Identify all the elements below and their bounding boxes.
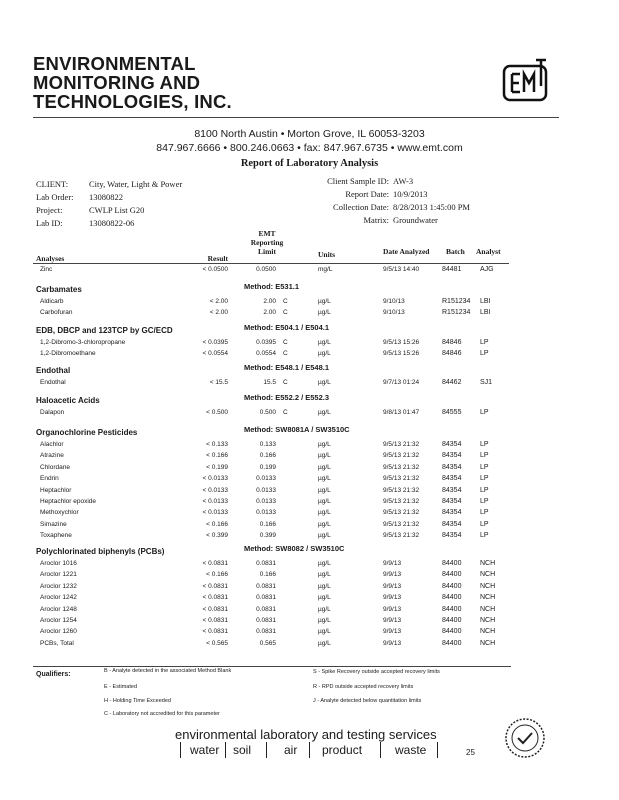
date-cell: 9/5/13 14:40 xyxy=(383,266,420,273)
batch-cell: 84354 xyxy=(442,532,462,540)
date-cell: 9/5/13 21:32 xyxy=(383,532,420,540)
analyte-name: Aroclor 1248 xyxy=(40,605,77,613)
accreditation-seal-icon xyxy=(503,716,547,760)
analyte-name: PCBs, Total xyxy=(40,639,74,647)
qualifiers-label: Qualifiers: xyxy=(36,671,71,678)
limit-cell: 0.0133 xyxy=(256,498,276,505)
analyst-cell: LBI xyxy=(480,298,491,305)
section-method: Method: SW8081A / SW3510C xyxy=(244,425,350,434)
col-date-analyzed: Date Analyzed xyxy=(383,247,430,256)
company-name-line-3: TECHNOLOGIES, INC. xyxy=(33,91,232,112)
result-cell: < 0.166 xyxy=(206,520,228,528)
result-cell: < 0.0831 xyxy=(202,617,228,624)
date-cell: 9/5/13 21:32 xyxy=(383,509,420,517)
section-method: Method: E548.1 / E548.1 xyxy=(244,363,330,372)
units-cell: µg/L xyxy=(318,463,331,471)
date-cell: 9/10/13 xyxy=(383,309,405,317)
section-method: Method: E504.1 / E504.1 xyxy=(244,323,330,332)
batch-cell: 84354 xyxy=(442,452,462,460)
units-cell: µg/L xyxy=(318,520,331,528)
analyte-name: Simazine xyxy=(40,520,67,528)
batch-cell: 84400 xyxy=(442,571,462,579)
date-cell: 9/7/13 01:24 xyxy=(383,379,420,386)
date-cell: 9/5/13 15:26 xyxy=(383,339,420,346)
units-cell: µg/L xyxy=(318,309,331,317)
units-cell: mg/L xyxy=(318,266,333,273)
result-cell: < 0.0500 xyxy=(202,266,228,273)
batch-cell: 84354 xyxy=(442,520,462,528)
section-method: Method: SW8082 / SW3510C xyxy=(244,544,345,553)
qualifiers-rule xyxy=(33,666,511,667)
batch-cell: R151234 xyxy=(442,298,471,305)
qualifier-cell: C xyxy=(283,409,288,416)
qualifier-item: J - Analyte detected below quantitation limits xyxy=(313,698,422,704)
result-cell: < 0.0133 xyxy=(202,486,228,494)
analyte-name: Zinc xyxy=(40,266,53,273)
limit-cell: 0.0831 xyxy=(256,560,276,567)
units-cell: µg/L xyxy=(318,379,331,386)
limit-cell: 0.0133 xyxy=(256,509,276,517)
date-cell: 9/5/13 21:32 xyxy=(383,486,420,494)
batch-cell: 84400 xyxy=(442,560,462,567)
analyst-cell: NCH xyxy=(480,605,496,613)
analyte-name: Aroclor 1221 xyxy=(40,571,77,579)
date-cell: 9/5/13 21:32 xyxy=(383,452,420,460)
result-cell: < 0.0554 xyxy=(202,350,228,358)
batch-cell: 84481 xyxy=(442,266,462,273)
result-cell: < 0.0831 xyxy=(202,582,228,590)
limit-cell: 0.0133 xyxy=(256,486,276,494)
section-method: Method: E552.2 / E552.3 xyxy=(244,393,330,402)
qualifier-cell: C xyxy=(283,298,288,305)
batch-cell: 84354 xyxy=(442,486,462,494)
analyte-name: Toxaphene xyxy=(40,532,72,540)
limit-cell: 2.00 xyxy=(263,309,276,317)
date-cell: 9/5/13 15:26 xyxy=(383,350,420,358)
qualifier-item: B - Analyte detected in the associated Method Blank xyxy=(104,668,232,674)
units-cell: µg/L xyxy=(318,441,331,448)
section-method: Method: E531.1 xyxy=(244,282,300,291)
result-cell: < 0.0831 xyxy=(202,594,228,602)
batch-cell: 84400 xyxy=(442,594,462,602)
limit-cell: 0.166 xyxy=(259,452,276,460)
analyte-name: Heptachlor epoxide xyxy=(40,498,97,505)
limit-cell: 0.500 xyxy=(259,409,276,416)
section-title: Endothal xyxy=(36,366,71,375)
qualifier-item: C - Laboratory not accredited for this parameter xyxy=(104,711,220,717)
batch-cell: 84462 xyxy=(442,379,462,386)
client-sample-id-value: AW-3 xyxy=(393,176,414,186)
analyst-cell: LP xyxy=(480,452,489,460)
batch-cell: 84354 xyxy=(442,441,462,448)
units-cell: µg/L xyxy=(318,628,331,636)
date-cell: 9/9/13 xyxy=(383,605,402,613)
analyst-cell: NCH xyxy=(480,628,496,636)
batch-cell: 84354 xyxy=(442,509,462,517)
analyst-cell: LP xyxy=(480,532,489,540)
analyst-cell: LP xyxy=(480,498,489,505)
footer-service-waste: waste xyxy=(395,743,427,757)
emt-logo-icon xyxy=(500,56,550,106)
result-cell: < 0.0831 xyxy=(202,560,228,567)
units-cell: µg/L xyxy=(318,509,331,517)
analyst-cell: LP xyxy=(480,486,489,494)
result-cell: < 0.133 xyxy=(206,441,228,448)
batch-cell: 84400 xyxy=(442,617,462,624)
date-cell: 9/9/13 xyxy=(383,594,402,602)
analyst-cell: AJG xyxy=(480,266,494,273)
qualifier-cell: C xyxy=(283,379,288,386)
result-cell: < 0.0831 xyxy=(202,605,228,613)
address-line: 8100 North Austin • Morton Grove, IL 60053-3203 xyxy=(194,128,425,140)
units-cell: µg/L xyxy=(318,498,331,505)
analyst-cell: LP xyxy=(480,409,489,416)
phone-line: 847.967.6666 • 800.246.0663 • fax: 847.967.6735 • www.emt.com xyxy=(156,142,463,154)
result-cell: < 0.0133 xyxy=(202,509,228,517)
section-title: Organochlorine Pesticides xyxy=(36,428,138,437)
page-number: 25 xyxy=(466,748,475,757)
section-title: Haloacetic Acids xyxy=(36,396,100,405)
analyte-name: Aroclor 1254 xyxy=(40,617,77,624)
date-cell: 9/9/13 xyxy=(383,639,402,647)
date-cell: 9/10/13 xyxy=(383,298,405,305)
date-cell: 9/9/13 xyxy=(383,582,402,590)
company-name xyxy=(33,54,232,111)
units-cell: µg/L xyxy=(318,594,331,602)
date-cell: 9/5/13 21:32 xyxy=(383,498,420,505)
analyte-name: Aroclor 1232 xyxy=(40,582,77,590)
col-analyst: Analyst xyxy=(476,247,501,256)
batch-cell: 84555 xyxy=(442,409,462,416)
units-cell: µg/L xyxy=(318,560,331,567)
analyst-cell: LP xyxy=(480,441,489,448)
footer-divider xyxy=(437,742,438,758)
analyst-cell: NCH xyxy=(480,571,496,579)
date-cell: 9/5/13 21:32 xyxy=(383,441,420,448)
col-analyses: Analyses xyxy=(36,254,65,263)
analyte-name: Endrin xyxy=(40,475,59,483)
header-divider xyxy=(33,117,559,118)
qualifier-cell: C xyxy=(283,350,288,358)
limit-cell: 0.0554 xyxy=(256,350,276,358)
analyst-cell: NCH xyxy=(480,639,496,647)
date-cell: 9/5/13 21:32 xyxy=(383,475,420,483)
company-name-line-2: MONITORING AND xyxy=(33,72,201,93)
limit-cell: 0.199 xyxy=(259,463,276,471)
col-batch: Batch xyxy=(446,247,465,256)
qualifier-cell: C xyxy=(283,309,288,317)
footer-divider xyxy=(225,742,226,758)
limit-cell: 0.0831 xyxy=(256,605,276,613)
analyte-name: Chlordane xyxy=(40,463,70,471)
footer-service-soil: soil xyxy=(233,743,252,757)
analyst-cell: LP xyxy=(480,509,489,517)
date-cell: 9/9/13 xyxy=(383,617,402,624)
footer-service-product: product xyxy=(322,743,363,757)
company-name-line-1: ENVIRONMENTAL xyxy=(33,53,196,74)
limit-cell: 0.0831 xyxy=(256,594,276,602)
section-title: Carbamates xyxy=(36,285,82,294)
limit-cell: 0.166 xyxy=(259,571,276,579)
qualifier-item: H - Holding Time Exceeded xyxy=(104,698,171,704)
limit-cell: 0.166 xyxy=(259,520,276,528)
footer-tagline: environmental laboratory and testing services xyxy=(175,727,437,742)
units-cell: µg/L xyxy=(318,409,331,416)
col-emt-limit: EMT Reporting Limit xyxy=(250,229,284,256)
client-info: CLIENT: City, Water, Light & Power Lab Order: 13080822 Project: CWLP List G20 Lab ID: 13080822-06 xyxy=(36,179,183,228)
matrix-value: Groundwater xyxy=(393,215,438,225)
limit-cell: 2.00 xyxy=(263,298,276,305)
analyst-cell: NCH xyxy=(480,582,496,590)
limit-cell: 0.0500 xyxy=(256,266,276,273)
footer-service-water: water xyxy=(190,743,220,757)
analyst-cell: SJ1 xyxy=(480,379,493,386)
qualifier-cell: C xyxy=(283,339,288,346)
result-cell: < 15.5 xyxy=(209,379,228,386)
batch-cell: 84354 xyxy=(442,498,462,505)
batch-cell: 84846 xyxy=(442,339,462,346)
date-cell: 9/8/13 01:47 xyxy=(383,409,420,416)
project-value: CWLP List G20 xyxy=(89,205,145,215)
section-title: EDB, DBCP and 123TCP by GC/ECD xyxy=(36,326,173,335)
footer-divider xyxy=(309,742,310,758)
analyst-cell: NCH xyxy=(480,560,496,567)
batch-cell: 84400 xyxy=(442,582,462,590)
analyte-name: 1,2-Dibromo-3-chloropropane xyxy=(40,339,126,346)
collection-date-value: 8/28/2013 1:45:00 PM xyxy=(393,202,470,212)
analyst-cell: NCH xyxy=(480,594,496,602)
section-title: Polychlorinated biphenyls (PCBs) xyxy=(36,547,165,556)
analyst-cell: LP xyxy=(480,350,489,358)
batch-cell: 84400 xyxy=(442,605,462,613)
analyte-name: 1,2-Dibromoethane xyxy=(40,350,96,358)
result-cell: < 0.166 xyxy=(206,452,228,460)
footer-divider xyxy=(180,742,181,758)
lab-id-value: 13080822-06 xyxy=(89,218,135,228)
result-cell: < 0.500 xyxy=(206,409,228,416)
batch-cell: R151234 xyxy=(442,309,471,317)
report-title: Report of Laboratory Analysis xyxy=(240,158,379,169)
analyte-name: Aroclor 1242 xyxy=(40,594,77,602)
qualifier-item: S - Spike Recovery outside accepted recovery limits xyxy=(313,669,440,675)
footer-divider xyxy=(266,742,267,758)
analyst-cell: LP xyxy=(480,463,489,471)
units-cell: µg/L xyxy=(318,605,331,613)
lab-order-value: 13080822 xyxy=(89,192,123,202)
analyst-cell: LP xyxy=(480,520,489,528)
analyte-name: Alachlor xyxy=(40,441,64,448)
units-cell: µg/L xyxy=(318,339,331,346)
limit-cell: 0.399 xyxy=(259,532,276,540)
limit-cell: 0.133 xyxy=(259,441,276,448)
units-cell: µg/L xyxy=(318,571,331,579)
result-cell: < 2.00 xyxy=(209,298,228,305)
result-cell: < 0.0133 xyxy=(202,498,228,505)
qualifier-item: R - RPD outside accepted recovery limits xyxy=(313,684,414,690)
company-address xyxy=(0,127,619,155)
analyst-cell: NCH xyxy=(480,617,496,624)
result-cell: < 0.0133 xyxy=(202,475,228,483)
date-cell: 9/9/13 xyxy=(383,628,402,636)
batch-cell: 84354 xyxy=(442,463,462,471)
result-cell: < 2.00 xyxy=(209,309,228,317)
limit-cell: 0.565 xyxy=(259,639,276,647)
units-cell: µg/L xyxy=(318,298,331,305)
analyte-name: Aroclor 1260 xyxy=(40,628,77,636)
units-cell: µg/L xyxy=(318,350,331,358)
limit-cell: 15.5 xyxy=(263,379,276,386)
result-cell: < 0.565 xyxy=(206,639,228,647)
result-cell: < 0.0831 xyxy=(202,628,228,636)
footer-divider xyxy=(380,742,381,758)
report-date-value: 10/9/2013 xyxy=(393,189,428,199)
units-cell: µg/L xyxy=(318,486,331,494)
client-value: City, Water, Light & Power xyxy=(89,179,183,189)
limit-cell: 0.0831 xyxy=(256,582,276,590)
result-cell: < 0.166 xyxy=(206,571,228,579)
analyte-name: Carbofuran xyxy=(40,309,73,317)
units-cell: µg/L xyxy=(318,617,331,624)
col-result: Result xyxy=(207,254,228,263)
batch-cell: 84846 xyxy=(442,350,462,358)
analyst-cell: LP xyxy=(480,339,489,346)
batch-cell: 84400 xyxy=(442,628,462,636)
analyte-name: Aroclor 1016 xyxy=(40,560,77,567)
units-cell: µg/L xyxy=(318,532,331,540)
units-cell: µg/L xyxy=(318,582,331,590)
result-cell: < 0.399 xyxy=(206,532,228,540)
col-units: Units xyxy=(318,250,336,259)
analyst-cell: LP xyxy=(480,475,489,483)
batch-cell: 84400 xyxy=(442,639,462,647)
footer-service-air: air xyxy=(284,743,298,757)
batch-cell: 84354 xyxy=(442,475,462,483)
analyte-name: Endothal xyxy=(40,379,66,386)
qualifier-item: E - Estimated xyxy=(104,684,138,690)
limit-cell: 0.0831 xyxy=(256,628,276,636)
units-cell: µg/L xyxy=(318,639,331,647)
column-header-rule xyxy=(33,263,509,264)
units-cell: µg/L xyxy=(318,452,331,460)
analyte-name: Atrazine xyxy=(40,452,64,460)
limit-cell: 0.0133 xyxy=(256,475,276,483)
result-cell: < 0.0395 xyxy=(202,339,228,346)
date-cell: 9/9/13 xyxy=(383,560,402,567)
analyte-name: Heptachlor xyxy=(40,486,72,494)
units-cell: µg/L xyxy=(318,475,331,483)
result-cell: < 0.199 xyxy=(206,463,228,471)
limit-cell: 0.0395 xyxy=(256,339,276,346)
analyst-cell: LBI xyxy=(480,309,491,317)
sample-info: Client Sample ID: AW-3 Report Date: 10/9/2013 Collection Date: 8/28/2013 1:45:00 PM Matrix: Groundwater xyxy=(327,176,470,225)
limit-cell: 0.0831 xyxy=(256,617,276,624)
date-cell: 9/5/13 21:32 xyxy=(383,463,420,471)
analyte-name: Aldicarb xyxy=(40,298,64,305)
analyte-name: Methoxychlor xyxy=(40,509,79,517)
date-cell: 9/5/13 21:32 xyxy=(383,520,420,528)
analyte-name: Dalapon xyxy=(40,409,65,416)
date-cell: 9/9/13 xyxy=(383,571,402,579)
